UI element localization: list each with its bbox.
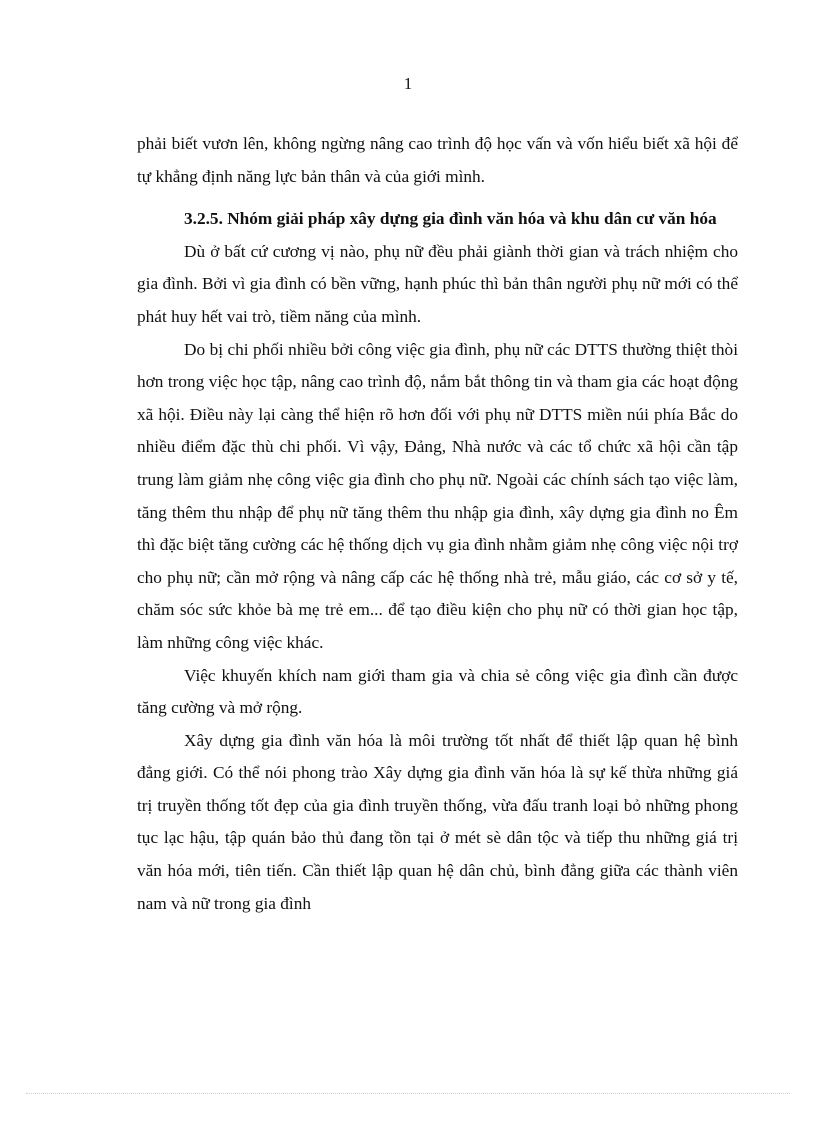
paragraph-continuation: phải biết vươn lên, không ngừng nâng cao trình độ học vấn và vốn hiểu biết xã hội để tự khẳng định năng lực bản thân và của giới mình. — [137, 134, 738, 186]
document-body — [137, 128, 738, 920]
paragraph: Xây dựng gia đình văn hóa là môi trường tốt nhất để thiết lập quan hệ bình đẳng giới. Có thể nói phong trào Xây dựng gia đình văn hóa là sự kế thừa những giá trị truyền thống tốt đẹp của gia đình truyền thống, vừa đấu tranh loại bỏ những phong tục lạc hậu, tập quán bảo thủ đang tồn tại ở mét sè dân tộc và tiếp thu những giá trị văn hóa mới, tiên tiến. Cần thiết lập quan hệ dân chủ, bình đẳng giữa các thành viên nam và nữ trong gia đình — [137, 730, 738, 913]
section-heading: 3.2.5. Nhóm giải pháp xây dựng gia đình văn hóa và khu dân cư văn hóa — [184, 209, 717, 229]
page-bottom-divider — [26, 1093, 790, 1094]
page-number: 1 — [403, 74, 413, 93]
paragraph: Do bị chi phối nhiều bởi công việc gia đình, phụ nữ các DTTS thường thiệt thòi hơn trong việc học tập, nâng cao trình độ, nắm bắt thông tin và tham gia các hoạt động xã hội. Điều này lại càng thể hiện rõ hơn đối với phụ nữ DTTS miền núi phía Bắc do nhiều điểm đặc thù chi phối. Vì vậy, Đảng, Nhà nước và các tổ chức xã hội cần tập trung làm giảm nhẹ công việc gia đình cho phụ nữ. Ngoài các chính sách tạo việc làm, tăng thêm thu nhập để phụ nữ tăng thêm thu nhập gia đình, xây dựng gia đình no Êm thì đặc biệt tăng cường các hệ thống dịch vụ gia đình nhằm giảm nhẹ công việc nội trợ cho phụ nữ; cần mở rộng và nâng cấp các hệ thống nhà trẻ, mẫu giáo, các cơ sở y tế, chăm sóc sức khỏe bà mẹ trẻ em... để tạo điều kiện cho phụ nữ có thời gian học tập, làm những công việc khác. — [137, 339, 738, 652]
paragraph: Dù ở bất cứ cương vị nào, phụ nữ đều phải giành thời gian và trách nhiệm cho gia đình. Bởi vì gia đình có bền vững, hạnh phúc thì bản thân người phụ nữ mới có thể phát huy hết vai trò, tiềm năng của mình. — [137, 241, 738, 326]
paragraph: Việc khuyến khích nam giới tham gia và chia sẻ công việc gia đình cần được tăng cường và mở rộng. — [137, 665, 738, 718]
